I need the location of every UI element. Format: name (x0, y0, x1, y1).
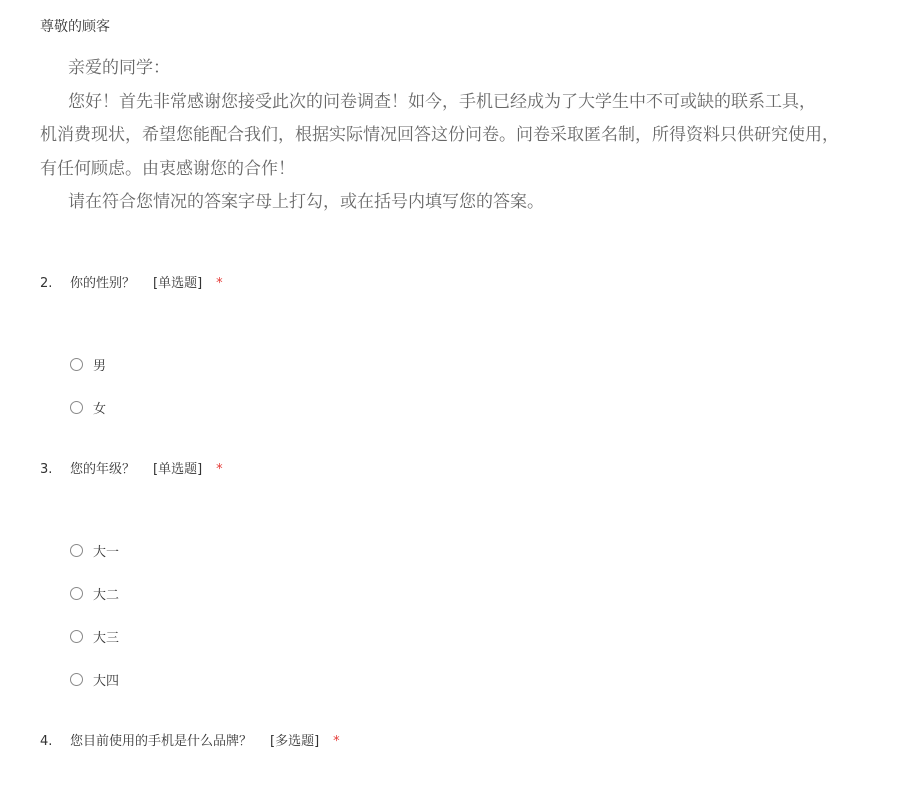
intro-salutation: 亲爱的同学： (68, 58, 170, 78)
required-marker: * (216, 462, 223, 477)
radio-button[interactable] (70, 358, 83, 371)
option-label: 大四 (93, 674, 120, 689)
option-label: 大一 (93, 545, 120, 560)
question-type-badge: [多选题] (270, 734, 320, 749)
option-label: 女 (93, 402, 107, 417)
intro-section (40, 52, 900, 220)
radio-button[interactable] (70, 673, 83, 686)
intro-paragraph-line: 有任何顾虑。由衷感谢您的合作！ (40, 158, 295, 179)
option-label: 大二 (93, 588, 120, 603)
intro-paragraph-line: 机消费现状，希望您能配合我们，根据实际情况回答这份问卷。问卷采取匿名制，所得资料只供研究使用， (40, 125, 839, 145)
required-marker: * (333, 734, 340, 749)
options-list (40, 343, 880, 429)
intro-instruction: 请在符合您情况的答案字母上打勾，或在括号内填写您的答案。 (68, 192, 544, 212)
radio-button[interactable] (70, 544, 83, 557)
question-number: 2. (40, 276, 53, 291)
option-freshman[interactable] (40, 529, 880, 572)
option-junior[interactable] (40, 615, 880, 658)
greeting-title: 尊敬的顾客 (40, 19, 110, 35)
question-text: 你的性别？ (70, 276, 136, 291)
option-sophomore[interactable] (40, 572, 880, 615)
radio-button[interactable] (70, 587, 83, 600)
question-gender (40, 274, 880, 429)
question-text: 您的年级？ (70, 462, 136, 477)
option-male[interactable] (40, 343, 880, 386)
radio-button[interactable] (70, 401, 83, 414)
option-female[interactable] (40, 386, 880, 429)
question-title (40, 732, 880, 752)
options-list (40, 529, 880, 701)
question-title (40, 274, 880, 294)
question-type-badge: [单选题] (153, 462, 203, 477)
option-senior[interactable] (40, 658, 880, 701)
intro-paragraph-line: 您好！首先非常感谢您接受此次的问卷调查！如今，手机已经成为了大学生中不可或缺的联系工具， (68, 91, 816, 112)
question-text: 您目前使用的手机是什么品牌？ (70, 734, 253, 749)
option-label: 大三 (93, 631, 120, 646)
question-type-badge: [单选题] (153, 276, 203, 291)
question-title (40, 460, 880, 480)
option-label: 男 (93, 359, 107, 374)
question-number: 3. (40, 462, 53, 477)
question-phone-brand (40, 732, 880, 752)
question-grade (40, 460, 880, 701)
required-marker: * (216, 276, 223, 291)
radio-button[interactable] (70, 630, 83, 643)
question-number: 4. (40, 734, 53, 749)
